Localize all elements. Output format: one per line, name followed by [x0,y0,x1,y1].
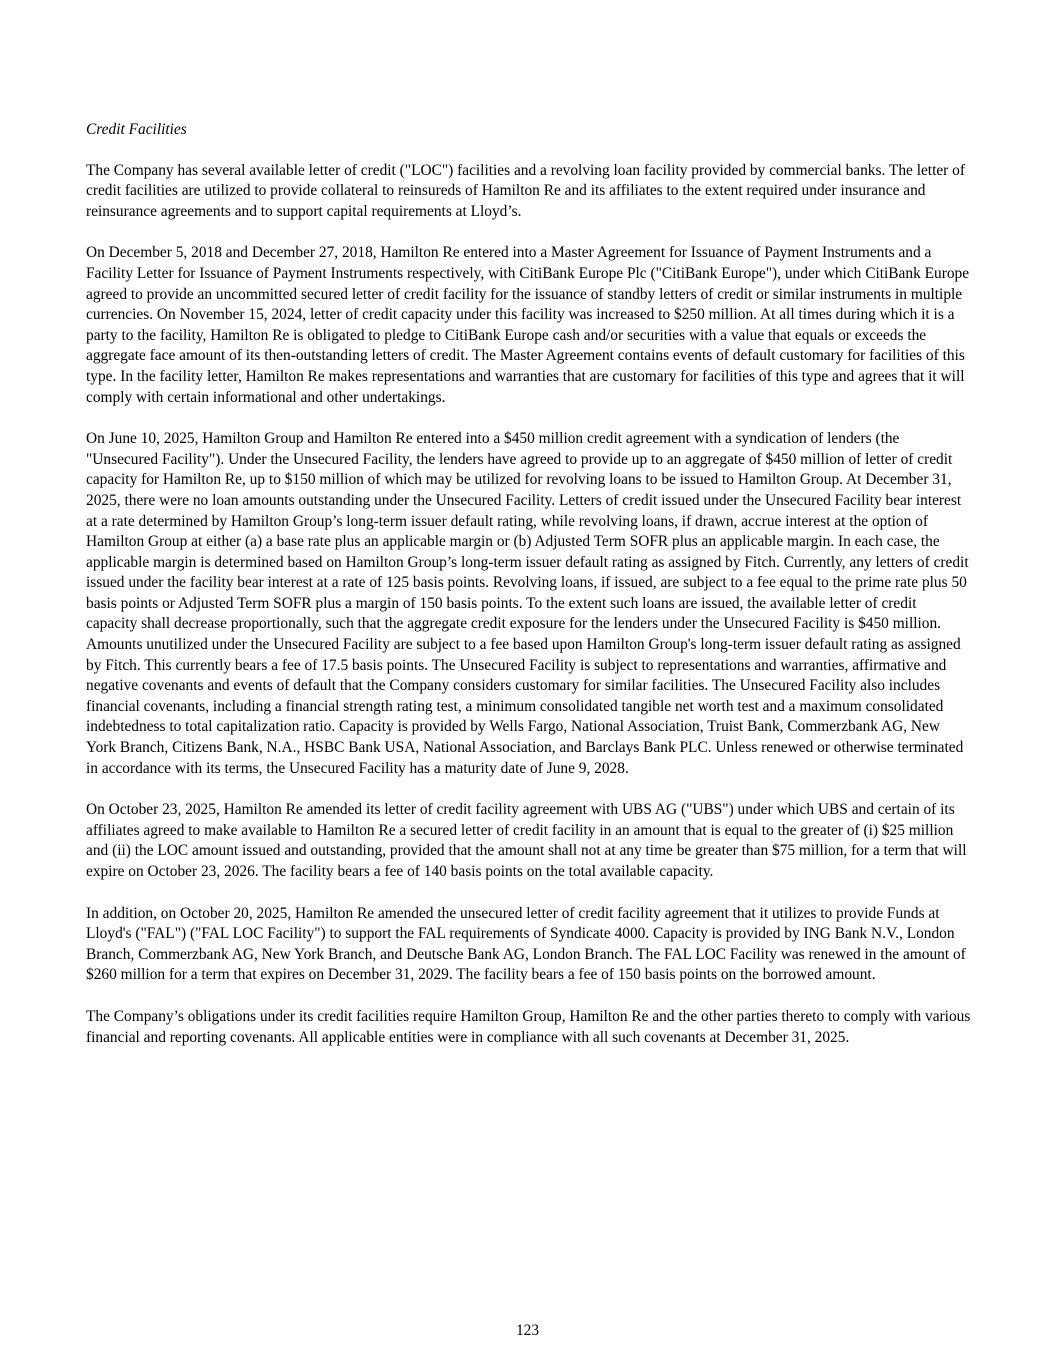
paragraph-ubs-facility: On October 23, 2025, Hamilton Re amended its letter of credit facility agreement with UBS AG ("UBS") under which UBS and certain of its affiliates agreed to make available to Hamilton Re a secured letter of credit facility in an amount that is equal to the greater of (i) $25 million and (ii) the LOC amount issued and outstanding, provided that the amount shall not at any time be greater than $75 million, for a term that will expire on October 23, 2026. The facility bears a fee of 140 basis points on the total available capacity. [86,801,967,880]
paragraph-covenants: The Company’s obligations under its credit facilities require Hamilton Group, Hamilton Re and the other parties thereto to comply with various financial and reporting covenants. All applicable entities were in compliance with all such covenants at December 31, 2025. [86,1007,971,1046]
page-number: 123 [515,1322,540,1339]
document-body [86,120,971,1069]
paragraph-unsecured-facility: On June 10, 2025, Hamilton Group and Hamilton Re entered into a $450 million credit agreement with a syndication of lenders (the "Unsecured Facility"). Under the Unsecured Facility, the lenders have agreed to provide up to an aggregate of $450 million of letter of credit capacity for Hamilton Re, up to $150 million of which may be utilized for revolving loans to be issued to Hamilton Group. At December 31, 2025, there were no loan amounts outstanding under the Unsecured Facility. Letters of credit issued under the Unsecured Facility bear interest at a rate determined by Hamilton Group’s long-term issuer default rating, while revolving loans, if drawn, accrue interest at the option of Hamilton Group at either (a) a base rate plus an applicable margin or (b) Adjusted Term SOFR plus an applicable margin. In each case, the applicable margin is determined based on Hamilton Group’s long-term issuer default rating as assigned by Fitch. Currently, any letters of credit issued under the facility bear interest at a rate of 125 basis points. Revolving loans, if issued, are subject to a fee equal to the prime rate plus 50 basis points or Adjusted Term SOFR plus a margin of 150 basis points. To the extent such loans are issued, the available letter of credit capacity shall decrease proportionally, such that the aggregate credit exposure for the lenders under the Unsecured Facility is $450 million. Amounts unutilized under the Unsecured Facility are subject to a fee based upon Hamilton Group's long-term issuer default rating as assigned by Fitch. This currently bears a fee of 17.5 basis points. The Unsecured Facility is subject to representations and warranties, affirmative and negative covenants and events of default that the Company considers customary for similar facilities. The Unsecured Facility also includes financial covenants, including a financial strength rating test, a minimum consolidated tangible net worth test and a maximum consolidated indebtedness to total capitalization ratio. Capacity is provided by Wells Fargo, National Association, Truist Bank, Commerzbank AG, New York Branch, Citizens Bank, N.A., HSBC Bank USA, National Association, and Barclays Bank PLC. Unless renewed or otherwise terminated in accordance with its terms, the Unsecured Facility has a maturity date of June 9, 2028. [86,430,969,777]
paragraph-overview: The Company has several available letter of credit ("LOC") facilities and a revolving loan facility provided by commercial banks. The letter of credit facilities are utilized to provide collateral to reinsureds of Hamilton Re and its affiliates to the extent required under insurance and reinsurance agreements and to support capital requirements at Lloyd’s. [86,161,965,220]
paragraph-citibank-facility: On December 5, 2018 and December 27, 2018, Hamilton Re entered into a Master Agreement for Issuance of Payment Instruments and a Facility Letter for Issuance of Payment Instruments respectively, with CitiBank Europe Plc ("CitiBank Europe"), under which CitiBank Europe agreed to provide an uncommitted secured letter of credit facility for the issuance of standby letters of credit or similar instruments in multiple currencies. On November 15, 2024, letter of credit capacity under this facility was increased to $250 million. At all times during which it is a party to the facility, Hamilton Re is obligated to pledge to CitiBank Europe cash and/or securities with a value that equals or exceeds the aggregate face amount of its then-outstanding letters of credit. The Master Agreement contains events of default customary for facilities of this type. In the facility letter, Hamilton Re makes representations and warranties that are customary for facilities of this type and agrees that it will comply with certain informational and other undertakings. [86,244,970,406]
paragraph-fal-loc-facility: In addition, on October 20, 2025, Hamilton Re amended the unsecured letter of credit facility agreement that it utilizes to provide Funds at Lloyd's ("FAL") ("FAL LOC Facility") to support the FAL requirements of Syndicate 4000. Capacity is provided by ING Bank N.V., London Branch, Commerzbank AG, New York Branch, and Deutsche Bank AG, London Branch. The FAL LOC Facility was renewed in the amount of $260 million for a term that expires on December 31, 2029. The facility bears a fee of 150 basis points on the borrowed amount. [86,904,966,984]
section-heading: Credit Facilities [86,121,187,138]
